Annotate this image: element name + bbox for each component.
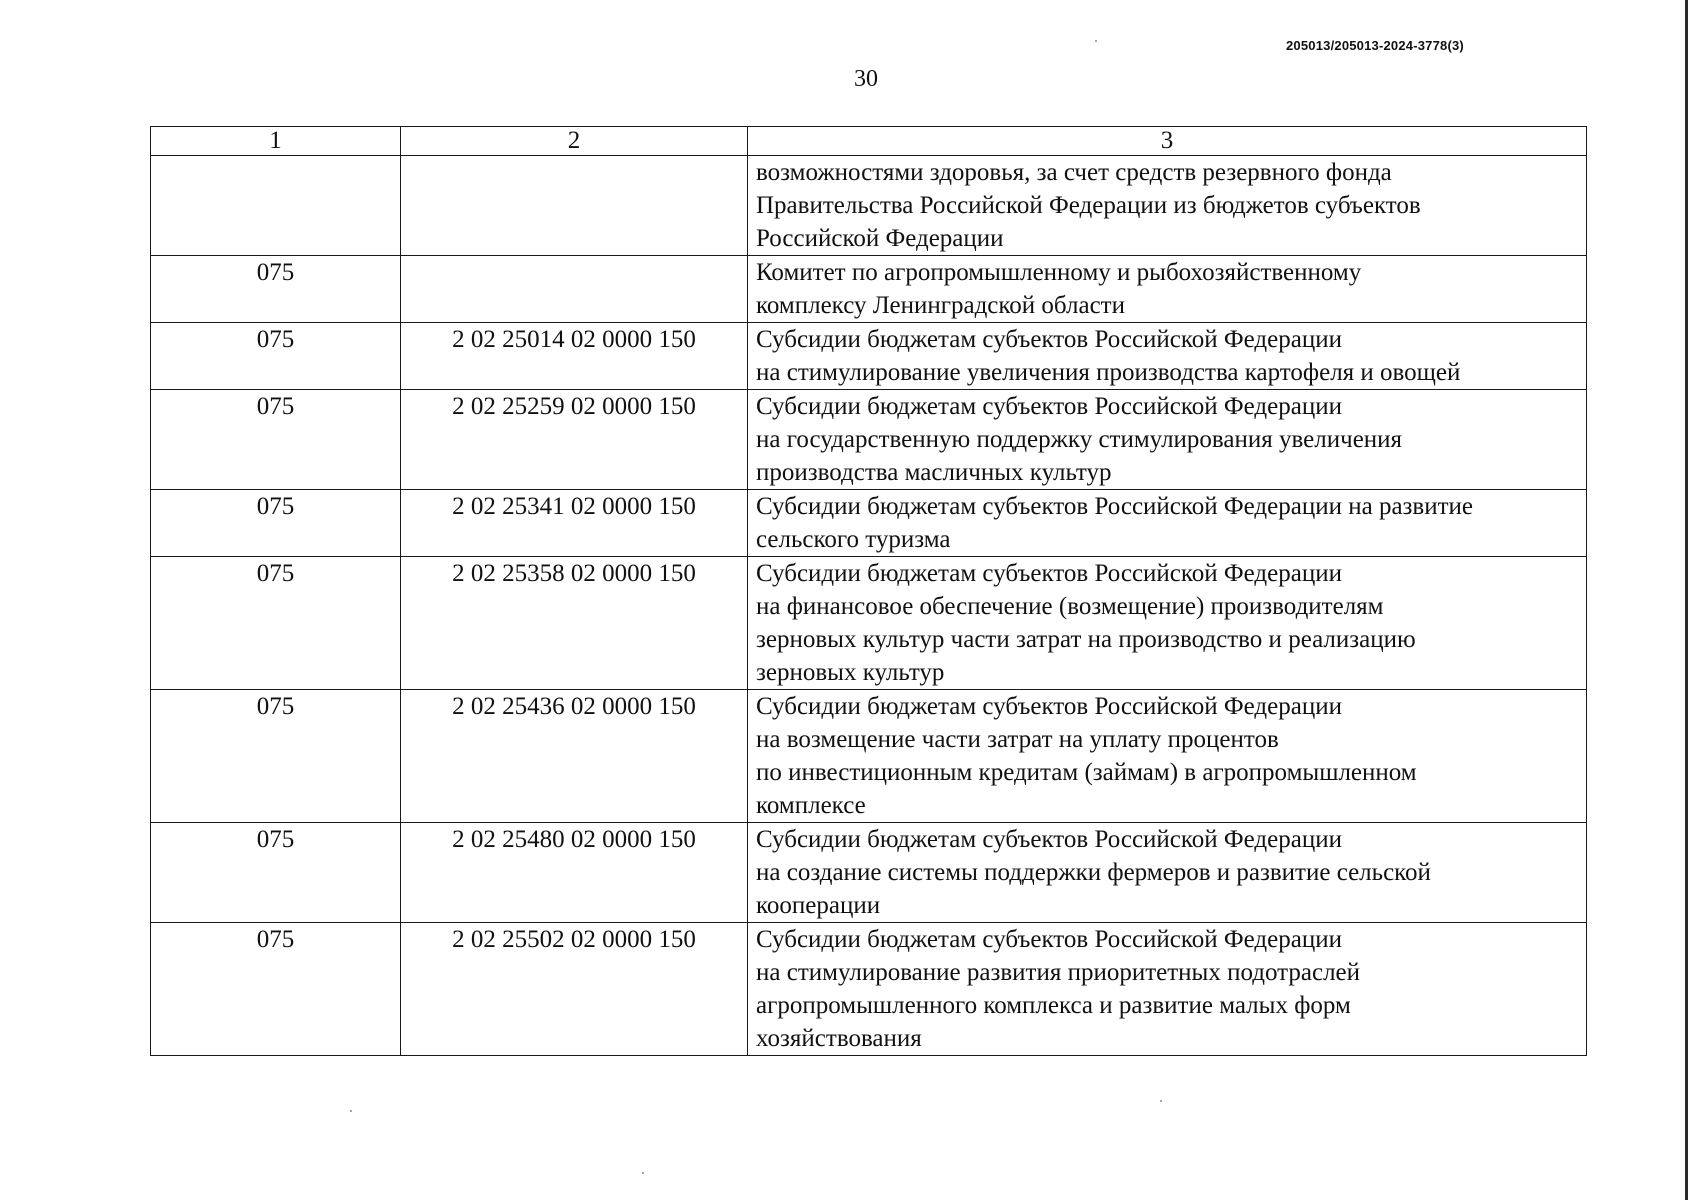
description-line: зерновых культур	[756, 659, 945, 686]
scan-speck	[350, 1110, 352, 1112]
budget-code-cell: 2 02 25341 02 0000 150	[401, 490, 748, 557]
table-row	[151, 690, 1587, 823]
description-line: на финансовое обеспечение (возмещение) производителям	[756, 593, 1384, 620]
table-body	[151, 127, 1587, 1056]
description-line: Субсидии бюджетам субъектов Российской Федерации на развитие	[756, 493, 1474, 520]
scan-speck	[1160, 1100, 1162, 1102]
scan-speck	[1095, 40, 1097, 42]
description-cell	[748, 823, 1587, 923]
budget-code-cell: 2 02 25502 02 0000 150	[401, 923, 748, 1056]
admin-code-cell: 075	[151, 823, 401, 923]
description-line: Субсидии бюджетам субъектов Российской Федерации	[756, 826, 1342, 853]
description-cell	[748, 390, 1587, 490]
description-cell	[748, 557, 1587, 690]
description-line: по инвестиционным кредитам (займам) в агропромышленном	[756, 759, 1417, 786]
table-row	[151, 323, 1587, 390]
description-line: Субсидии бюджетам субъектов Российской Федерации	[756, 926, 1342, 953]
budget-code-cell: 2 02 25014 02 0000 150	[401, 323, 748, 390]
budget-code-cell: 2 02 25480 02 0000 150	[401, 823, 748, 923]
table-row	[151, 490, 1587, 557]
admin-code-cell: 075	[151, 390, 401, 490]
description-line: Субсидии бюджетам субъектов Российской Федерации	[756, 393, 1342, 420]
description-line: Субсидии бюджетам субъектов Российской Федерации	[756, 326, 1342, 353]
table-row	[151, 923, 1587, 1056]
table-row	[151, 256, 1587, 323]
admin-code-cell: 075	[151, 490, 401, 557]
admin-code-cell: 075	[151, 690, 401, 823]
scan-speck	[642, 1172, 644, 1174]
description-line: агропромышленного комплекса и развитие малых форм	[756, 992, 1351, 1019]
page-number: 30	[854, 66, 878, 92]
column-header-3: 3	[748, 127, 1587, 156]
description-line: зерновых культур части затрат на производство и реализацию	[756, 626, 1416, 653]
admin-code-cell: 075	[151, 923, 401, 1056]
description-line: хозяйствования	[756, 1025, 922, 1052]
admin-code-cell	[151, 156, 401, 256]
column-header-2: 2	[401, 127, 748, 156]
description-line: Российской Федерации	[756, 225, 1004, 252]
budget-code-cell: 2 02 25358 02 0000 150	[401, 557, 748, 690]
budget-code-cell	[401, 256, 748, 323]
description-line: комплексу Ленинградской области	[756, 292, 1125, 319]
admin-code-cell: 075	[151, 557, 401, 690]
description-line: на возмещение части затрат на уплату процентов	[756, 726, 1279, 753]
description-cell	[748, 923, 1587, 1056]
description-cell	[748, 690, 1587, 823]
description-line: Субсидии бюджетам субъектов Российской Федерации	[756, 560, 1342, 587]
description-cell	[748, 256, 1587, 323]
table-row	[151, 390, 1587, 490]
admin-code-cell: 075	[151, 323, 401, 390]
table-row	[151, 557, 1587, 690]
description-line: Правительства Российской Федерации из бюджетов субъектов	[756, 192, 1421, 219]
table-row	[151, 823, 1587, 923]
description-cell	[748, 156, 1587, 256]
description-line: на создание системы поддержки фермеров и развитие сельской	[756, 859, 1431, 886]
description-line: Субсидии бюджетам субъектов Российской Федерации	[756, 693, 1342, 720]
description-line: возможностями здоровья, за счет средств резервного фонда	[756, 159, 1392, 186]
description-line: Комитет по агропромышленному и рыбохозяйственному	[756, 259, 1362, 286]
description-line: сельского туризма	[756, 526, 951, 553]
budget-table	[150, 126, 1587, 1056]
description-line: комплексе	[756, 792, 866, 819]
document-id: 205013/205013-2024-3778(3)	[1286, 38, 1464, 53]
description-line: на стимулирование развития приоритетных подотраслей	[756, 959, 1361, 986]
budget-code-cell	[401, 156, 748, 256]
admin-code-cell: 075	[151, 256, 401, 323]
description-cell	[748, 490, 1587, 557]
scan-edge	[1685, 0, 1688, 1200]
budget-code-cell: 2 02 25259 02 0000 150	[401, 390, 748, 490]
description-cell	[748, 323, 1587, 390]
column-header-1: 1	[151, 127, 401, 156]
description-line: кооперации	[756, 892, 881, 919]
table-header-row	[151, 127, 1587, 156]
description-line: на стимулирование увеличения производства картофеля и овощей	[756, 359, 1461, 386]
description-line: производства масличных культур	[756, 459, 1112, 486]
table-row	[151, 156, 1587, 256]
description-line: на государственную поддержку стимулирования увеличения	[756, 426, 1403, 453]
budget-code-cell: 2 02 25436 02 0000 150	[401, 690, 748, 823]
